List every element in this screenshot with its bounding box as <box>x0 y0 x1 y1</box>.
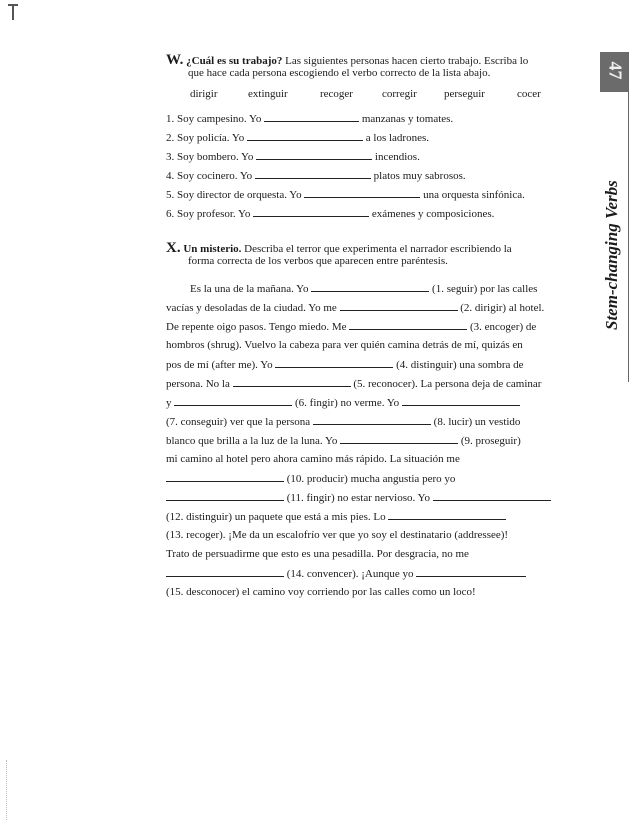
story-line: (10. producir) mucha angustia pero yo <box>166 472 455 485</box>
story-line: vacías y desoladas de la ciudad. Yo me (2. dirigir) al hotel. <box>166 302 545 314</box>
story-line: De repente oigo pasos. Tengo miedo. Me (3. encoger) de <box>166 321 537 333</box>
section-x-letter: X. <box>166 240 181 256</box>
edge-dots <box>6 760 8 820</box>
answer-blank[interactable] <box>166 472 284 482</box>
story-line: Trato de persuadirme que esto es una pesadilla. Por desgracia, no me <box>166 548 469 560</box>
section-x-header <box>166 242 566 256</box>
exercise-item-3: 3. Soy bombero. Yo incendios. <box>166 151 420 163</box>
answer-blank[interactable] <box>264 112 359 122</box>
section-w-header <box>166 54 566 68</box>
section-w-title: ¿Cuál es su trabajo? <box>186 55 283 67</box>
answer-blank[interactable] <box>255 169 371 179</box>
answer-blank[interactable] <box>166 491 284 501</box>
answer-blank[interactable] <box>340 434 458 444</box>
story-line: hombros (shrug). Vuelvo la cabeza para ver quién camina detrás de mí, quizás en <box>166 339 523 351</box>
story-line: (15. desconocer) el camino voy corriendo por las calles como un loco! <box>166 586 476 598</box>
exercise-item-4: 4. Soy cocinero. Yo platos muy sabrosos. <box>166 170 466 182</box>
verb-item: recoger <box>320 88 353 100</box>
story-line: (7. conseguir) ver que la persona (8. lucir) un vestido <box>166 416 521 428</box>
answer-blank[interactable] <box>416 567 526 577</box>
answer-blank[interactable] <box>166 567 284 577</box>
section-w-instructions-2: que hace cada persona escogiendo el verbo correcto de la lista abajo. <box>188 67 491 79</box>
answer-blank[interactable] <box>340 301 458 311</box>
story-line: (11. fingir) no estar nervioso. Yo <box>166 491 551 504</box>
page-number: 47 <box>605 61 626 80</box>
story-line: mi camino al hotel pero ahora camino más rápido. La situación me <box>166 453 460 465</box>
story-line: (13. recoger). ¡Me da un escalofrío ver que yo soy el destinatario (addressee)! <box>166 529 509 541</box>
story-line: Es la una de la mañana. Yo (1. seguir) por las calles <box>190 283 538 295</box>
exercise-item-1: 1. Soy campesino. Yo manzanas y tomates. <box>166 113 454 125</box>
section-w-instructions-1: Las siguientes personas hacen cierto trabajo. Escriba lo <box>282 55 529 67</box>
section-w-letter: W. <box>166 52 184 68</box>
answer-blank[interactable] <box>253 207 369 217</box>
story-line: (12. distinguir) un paquete que está a mis pies. Lo <box>166 510 506 523</box>
answer-blank[interactable] <box>275 358 393 368</box>
exercise-item-6: 6. Soy profesor. Yo exámenes y composiciones. <box>166 208 495 220</box>
answer-blank[interactable] <box>256 150 372 160</box>
verb-item: cocer <box>517 88 541 100</box>
answer-blank[interactable] <box>233 377 351 387</box>
section-x-instructions-1: Describa el terror que experimenta el narrador escribiendo la <box>241 243 512 255</box>
story-line: pos de mí (after me). Yo (4. distinguir) una sombra de <box>166 359 524 371</box>
section-x-instructions-2: forma correcta de los verbos que aparecen entre paréntesis. <box>188 255 448 267</box>
verb-item: dirigir <box>190 88 218 100</box>
answer-blank[interactable] <box>433 491 551 501</box>
story-line: persona. No la (5. reconocer). La persona deja de caminar <box>166 378 542 390</box>
story-line: blanco que brilla a la luz de la luna. Yo (9. proseguir) <box>166 435 521 447</box>
exercise-item-2: 2. Soy policía. Yo a los ladrones. <box>166 132 429 144</box>
answer-blank[interactable] <box>174 396 292 406</box>
story-line: (14. convencer). ¡Aunque yo <box>166 567 526 580</box>
exercise-item-5: 5. Soy director de orquesta. Yo una orquesta sinfónica. <box>166 189 525 201</box>
answer-blank[interactable] <box>304 188 420 198</box>
section-x-title: Un misterio. <box>183 243 242 255</box>
answer-blank[interactable] <box>313 415 431 425</box>
answer-blank[interactable] <box>402 396 520 406</box>
answer-blank[interactable] <box>247 131 363 141</box>
verb-item: perseguir <box>444 88 485 100</box>
verb-item: extinguir <box>248 88 288 100</box>
verb-item: corregir <box>382 88 417 100</box>
sidebar-rule <box>628 52 629 382</box>
chapter-title: Stem-changing Verbs <box>602 180 621 330</box>
story-line: y (6. fingir) no verme. Yo <box>166 396 520 409</box>
answer-blank[interactable] <box>311 282 429 292</box>
binding-mark <box>12 4 14 20</box>
answer-blank[interactable] <box>349 320 467 330</box>
answer-blank[interactable] <box>388 510 506 520</box>
